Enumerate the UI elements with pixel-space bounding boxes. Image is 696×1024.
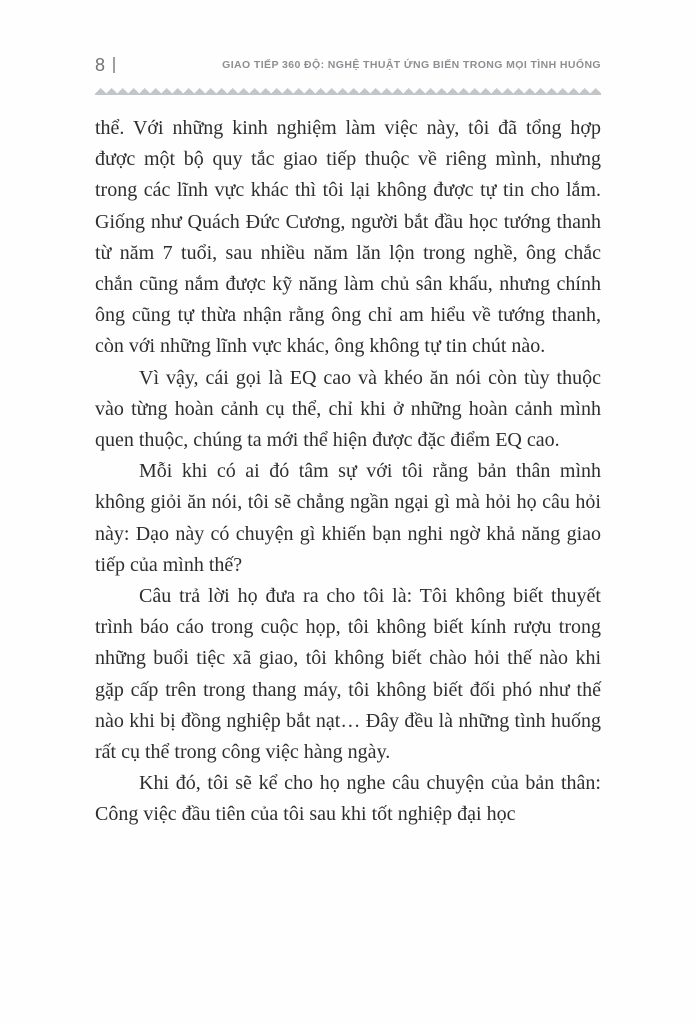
running-title: GIAO TIẾP 360 ĐỘ: NGHỆ THUẬT ỨNG BIẾN TRONG MỌI TÌNH HUỐNG xyxy=(222,59,601,71)
page-number-divider xyxy=(113,57,115,73)
paragraph: Vì vậy, cái gọi là EQ cao và khéo ăn nói còn tùy thuộc vào từng hoàn cảnh cụ thể, chỉ khi ở những hoàn cảnh mình quen thuộc, chúng ta mới thể hiện được đặc điểm EQ cao. xyxy=(95,366,601,452)
paragraph: Mỗi khi có ai đó tâm sự với tôi rằng bản thân mình không giỏi ăn nói, tôi sẽ chẳng ngần ngại gì mà hỏi họ câu hỏi này: Dạo này có chuyện gì khiến bạn nghi ngờ khả năng giao tiếp của mình thế? xyxy=(95,460,601,576)
page-body xyxy=(95,113,601,831)
paragraph: Khi đó, tôi sẽ kể cho họ nghe câu chuyện của bản thân: Công việc đầu tiên của tôi sau khi tốt nghiệp đại học xyxy=(95,772,601,826)
header-zigzag-border xyxy=(95,88,601,95)
page-number-block xyxy=(95,55,115,76)
paragraph: Câu trả lời họ đưa ra cho tôi là: Tôi không biết thuyết trình báo cáo trong cuộc họp, tôi không biết kính rượu trong những buổi tiệc xã giao, tôi không biết chào hỏi thế nào khi gặp cấp trên trong thang máy, tôi không biết đối phó như thế nào khi bị đồng nghiệp bắt nạt… Đây đều là những tình huống rất cụ thể trong công việc hàng ngày. xyxy=(95,585,601,764)
page-number: 8 xyxy=(95,54,106,75)
page-header xyxy=(95,52,601,78)
paragraph: thể. Với những kinh nghiệm làm việc này, tôi đã tổng hợp được một bộ quy tắc giao tiếp thuộc về riêng mình, nhưng trong các lĩnh vực khác thì tôi lại không được tự tin cho lắm. Giống như Quách Đức Cương, người bắt đầu học tướng thanh từ năm 7 tuổi, sau nhiều năm lăn lộn trong nghề, ông chắc chắn cũng nắm được kỹ năng làm chủ sân khấu, nhưng chính ông cũng tự thừa nhận rằng ông chỉ am hiểu về tướng thanh, còn với những lĩnh vực khác, ông không tự tin chút nào. xyxy=(95,117,601,358)
